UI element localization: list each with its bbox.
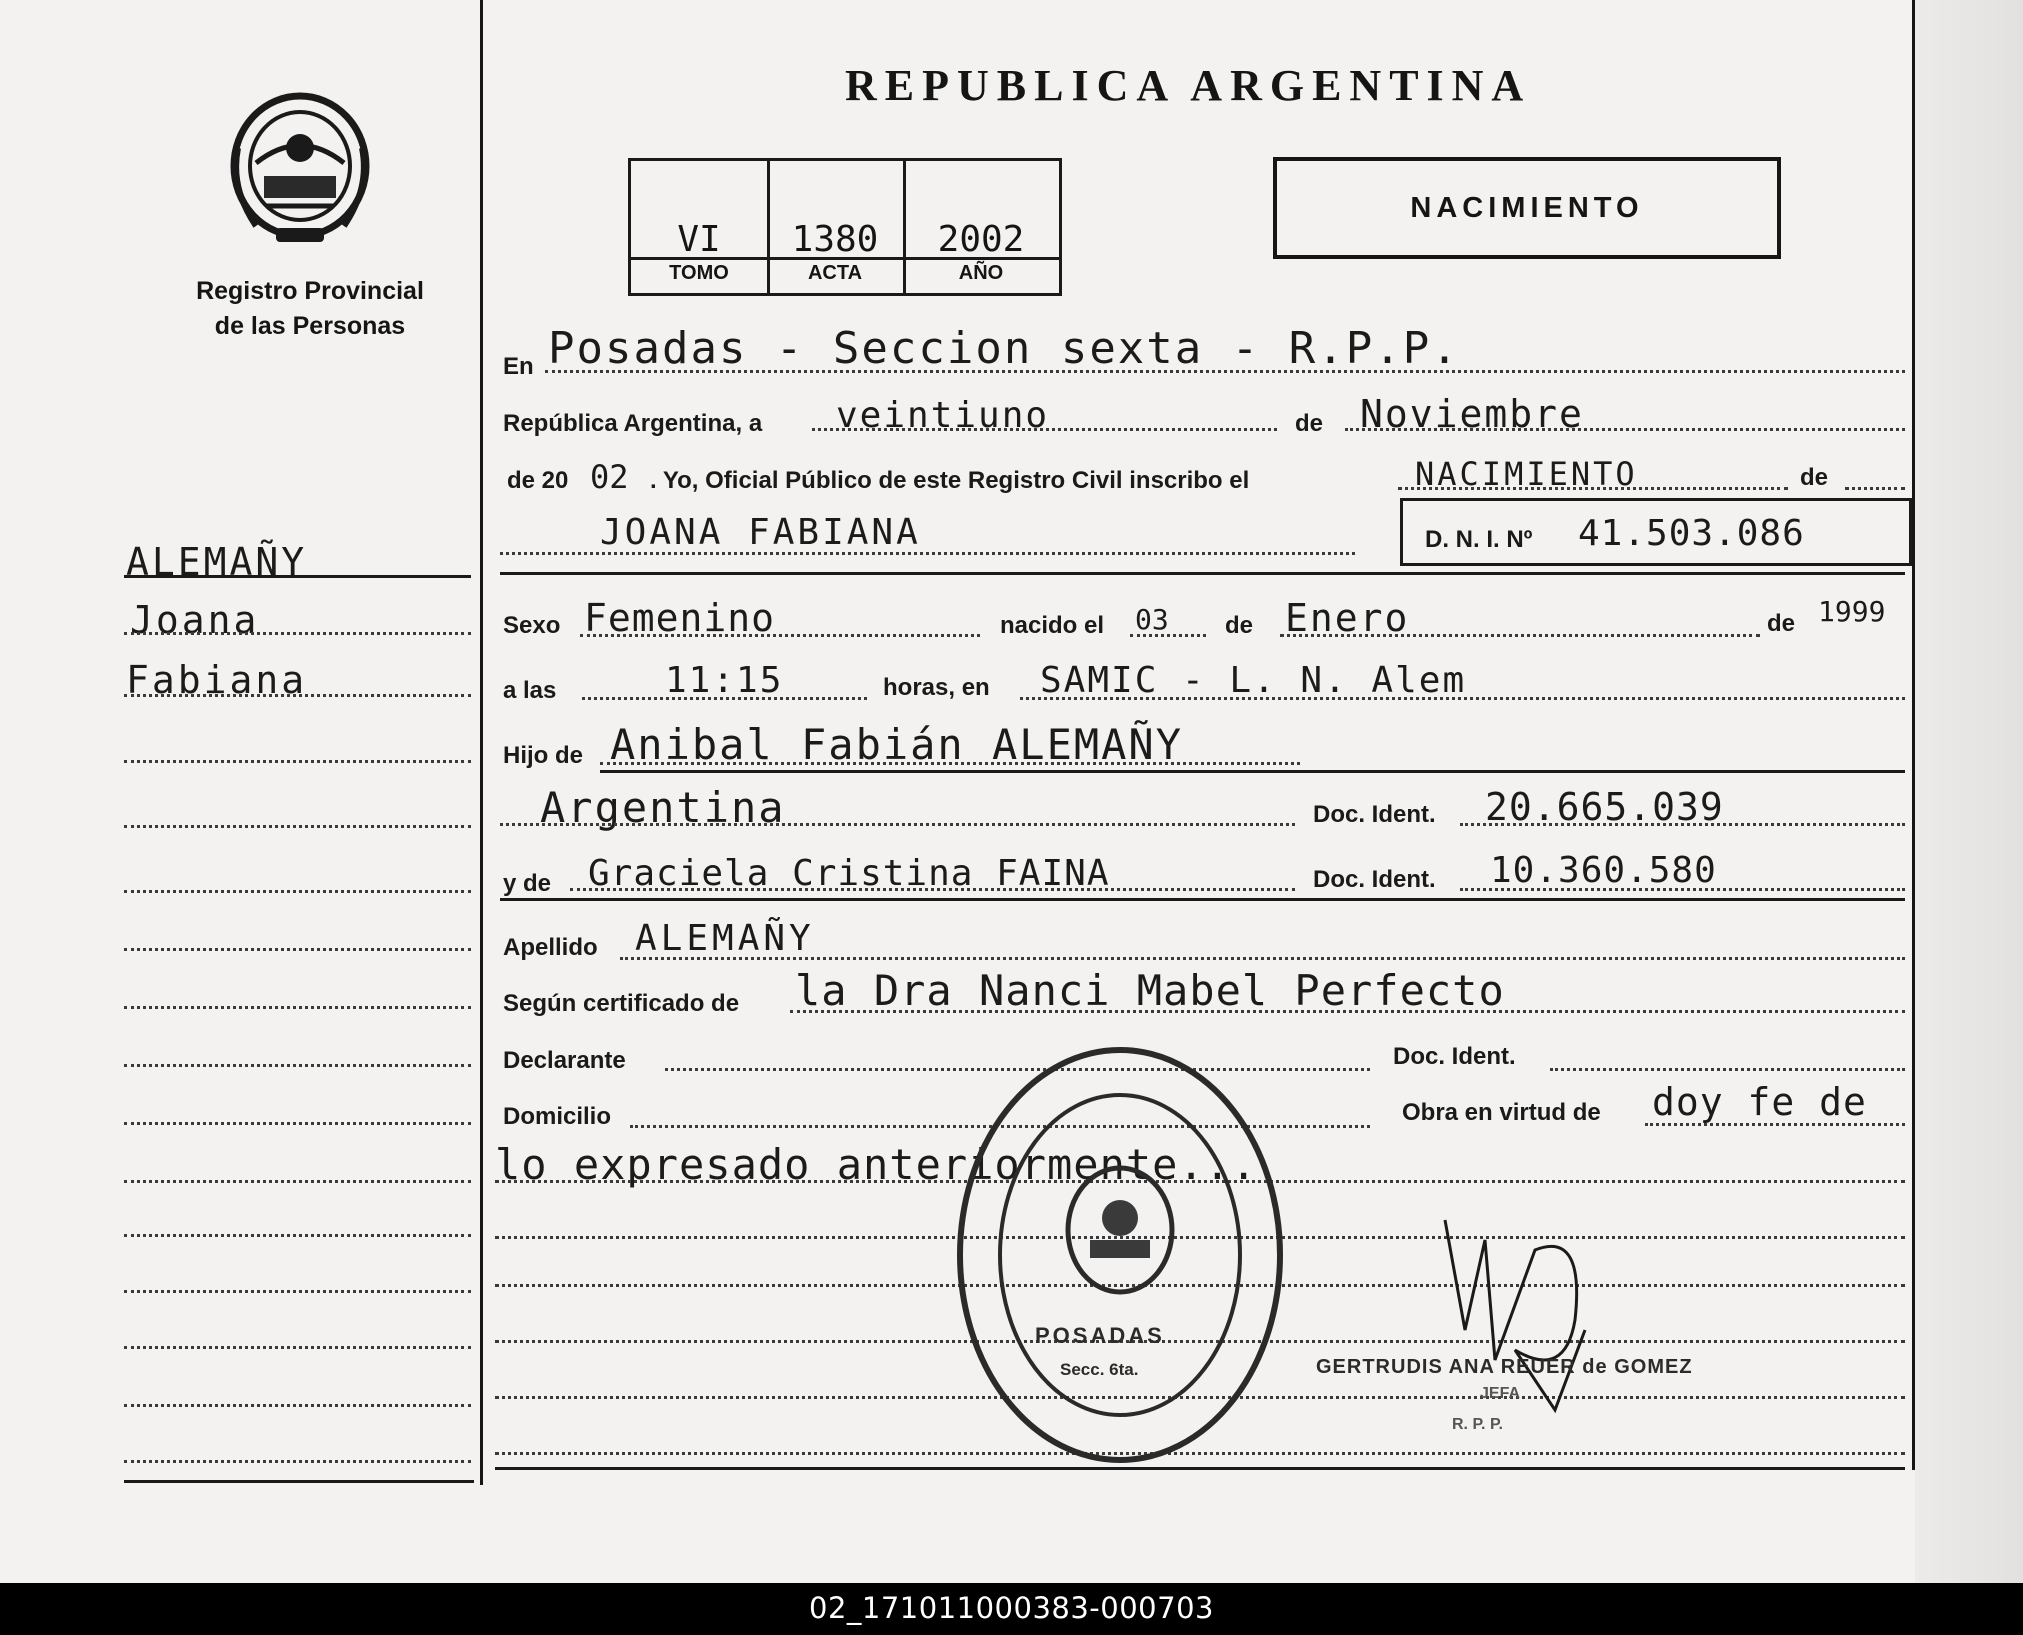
- tomo-cell: [631, 161, 770, 293]
- en-label: En: [503, 353, 534, 380]
- registry-title-line2: de las Personas: [214, 312, 406, 340]
- father-doc-value: 20.665.039: [1485, 785, 1724, 829]
- birth-day-value: 03: [1135, 603, 1169, 636]
- certificate-by-value: la Dra Nanci Mabel Perfecto: [795, 966, 1505, 1015]
- signatory-name: GERTRUDIS ANA REUER de GOMEZ: [1316, 1356, 1693, 1378]
- birth-year-value: 1999: [1818, 595, 1886, 628]
- father-doc-label: Doc. Ident.: [1313, 801, 1436, 828]
- country-title: REPUBLICA ARGENTINA: [845, 61, 1532, 110]
- declarante-label: Declarante: [503, 1047, 626, 1074]
- de-label: de: [1295, 410, 1324, 437]
- left-margin-panel: [0, 0, 485, 1583]
- obra-value: doy fe de: [1652, 1080, 1867, 1124]
- obra-continued-value: lo expresado anteriormente...: [495, 1140, 1258, 1189]
- de2-label: de: [1800, 464, 1829, 491]
- event-value: NACIMIENTO: [1415, 455, 1638, 493]
- page-edge: [1915, 0, 2023, 1583]
- tomo-label: TOMO: [669, 262, 729, 284]
- birth-place-value: SAMIC - L. N. Alem: [1040, 660, 1467, 701]
- margin-first-name: Joana: [130, 598, 260, 642]
- sexo-label: Sexo: [503, 612, 561, 639]
- y-de-label: y de: [503, 870, 552, 897]
- apellido-value: ALEMAÑY: [635, 918, 815, 959]
- day-words-value: veintiuno: [836, 395, 1050, 436]
- year-prefix-label: de 20: [507, 467, 569, 494]
- birth-month-value: Enero: [1285, 596, 1410, 640]
- nacido-label: nacido el: [1000, 612, 1105, 639]
- official-stamp-icon: [950, 1040, 1290, 1470]
- mother-doc-value: 10.360.580: [1490, 850, 1717, 891]
- father-name-value: Anibal Fabián ALEMAÑY: [610, 720, 1184, 769]
- stamp-section: Secc. 6ta.: [1060, 1360, 1139, 1379]
- sexo-value: Femenino: [584, 596, 776, 640]
- left-divider: [480, 0, 483, 1485]
- mother-name-value: Graciela Cristina FAINA: [588, 853, 1110, 894]
- segun-label: Según certificado de: [503, 990, 740, 1017]
- ano-cell: [903, 161, 1059, 293]
- margin-second-name: Fabiana: [126, 658, 308, 702]
- ano-label: AÑO: [958, 262, 1004, 284]
- acta-value: 1380: [791, 219, 879, 260]
- republica-label: República Argentina, a: [503, 410, 763, 437]
- de4-label: de: [1767, 610, 1796, 637]
- provincial-seal-icon: [226, 88, 374, 248]
- obra-label: Obra en virtud de: [1402, 1099, 1601, 1126]
- acta-label: ACTA: [807, 262, 863, 284]
- horas-label: horas, en: [883, 674, 990, 701]
- place-value: Posadas - Seccion sexta - R.P.P.: [548, 323, 1460, 374]
- a-las-label: a las: [503, 677, 557, 704]
- image-caption: 02_171011000383-000703: [809, 1591, 1214, 1625]
- official-text: . Yo, Oficial Público de este Registro Civil inscribo el: [650, 467, 1250, 494]
- margin-surname: ALEMAÑY: [126, 540, 308, 584]
- birth-time-value: 11:15: [665, 660, 784, 701]
- father-nationality-value: Argentina: [540, 783, 786, 832]
- de3-label: de: [1225, 612, 1254, 639]
- right-border: [1912, 0, 1915, 1470]
- signatory-org: R. P. P.: [1452, 1416, 1503, 1433]
- hijo-label: Hijo de: [503, 742, 584, 769]
- stamp-city: POSADAS: [1035, 1323, 1165, 1348]
- mother-doc-label: Doc. Ident.: [1313, 866, 1436, 893]
- record-type-box: NACIMIENTO: [1273, 157, 1781, 259]
- tomo-value: VI: [677, 219, 721, 260]
- year-suffix-value: 02: [590, 458, 629, 496]
- month-value: Noviembre: [1360, 392, 1584, 436]
- acta-cell: [767, 161, 906, 293]
- signatory-title: JEFA: [1480, 1385, 1521, 1402]
- dni-value: 41.503.086: [1578, 513, 1805, 554]
- dni-label: D. N. I. Nº: [1425, 526, 1533, 553]
- ano-value: 2002: [937, 219, 1025, 260]
- person-name-value: JOANA FABIANA: [600, 512, 921, 553]
- record-number-box: [628, 158, 1062, 296]
- domicilio-label: Domicilio: [503, 1103, 612, 1130]
- apellido-label: Apellido: [503, 934, 598, 961]
- registry-title-line1: Registro Provincial: [196, 277, 424, 305]
- declarante-doc-label: Doc. Ident.: [1393, 1043, 1516, 1070]
